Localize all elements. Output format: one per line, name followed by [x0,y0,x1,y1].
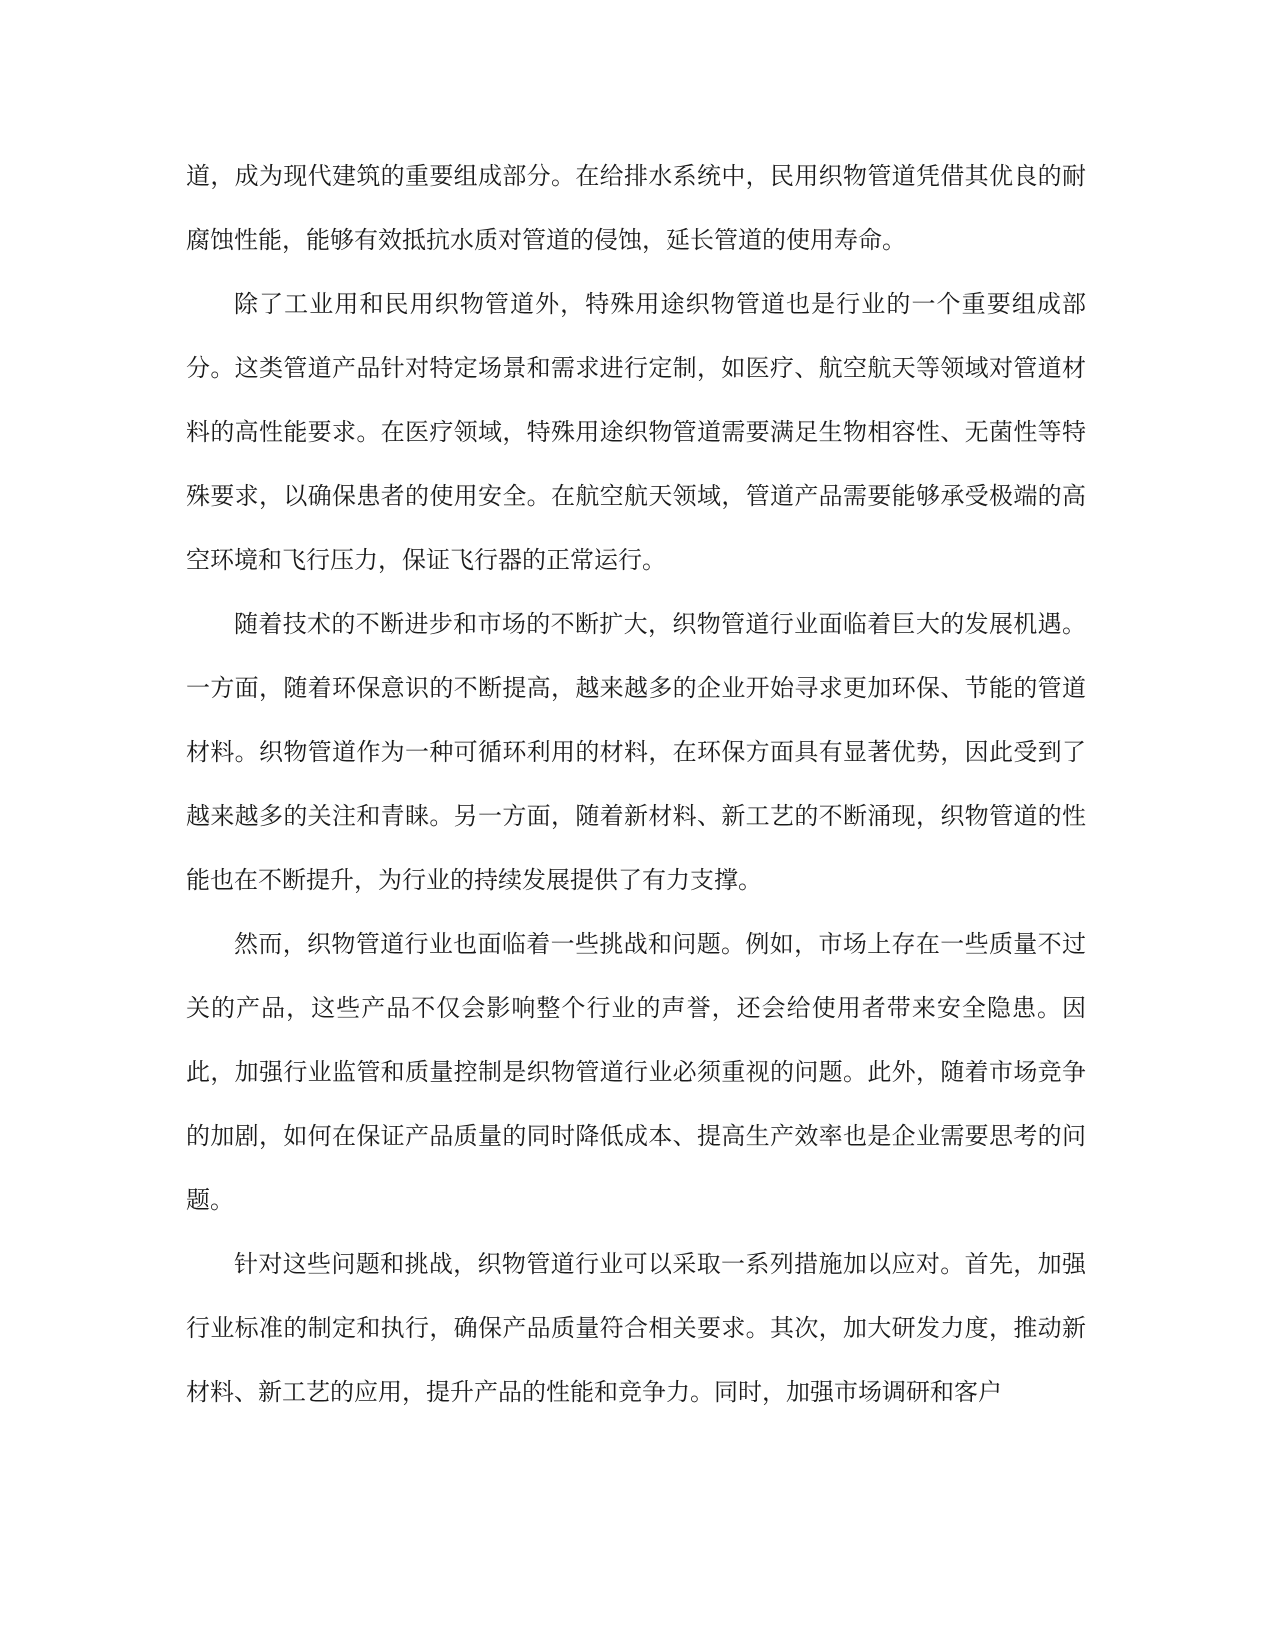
paragraph-1: 道，成为现代建筑的重要组成部分。在给排水系统中，民用织物管道凭借其优良的耐腐蚀性能，能够有效抵抗水质对管道的侵蚀，延长管道的使用寿命。 [186,162,1086,254]
body-text [186,144,1086,1424]
paragraph-3: 随着技术的不断进步和市场的不断扩大，织物管道行业面临着巨大的发展机遇。一方面，随着环保意识的不断提高，越来越多的企业开始寻求更加环保、节能的管道材料。织物管道作为一种可循环利用的材料，在环保方面具有显著优势，因此受到了越来越多的关注和青睐。另一方面，随着新材料、新工艺的不断涌现，织物管道的性能也在不断提升，为行业的持续发展提供了有力支撑。 [186,610,1086,894]
paragraph-5: 针对这些问题和挑战，织物管道行业可以采取一系列措施加以应对。首先，加强行业标准的制定和执行，确保产品质量符合相关要求。其次，加大研发力度，推动新材料、新工艺的应用，提升产品的性能和竞争力。同时，加强市场调研和客户 [186,1250,1086,1406]
paragraph-4: 然而，织物管道行业也面临着一些挑战和问题。例如，市场上存在一些质量不过关的产品，这些产品不仅会影响整个行业的声誉，还会给使用者带来安全隐患。因此，加强行业监管和质量控制是织物管道行业必须重视的问题。此外，随着市场竞争的加剧，如何在保证产品质量的同时降低成本、提高生产效率也是企业需要思考的问题。 [186,930,1086,1214]
paragraph-2: 除了工业用和民用织物管道外，特殊用途织物管道也是行业的一个重要组成部分。这类管道产品针对特定场景和需求进行定制，如医疗、航空航天等领域对管道材料的高性能要求。在医疗领域，特殊用途织物管道需要满足生物相容性、无菌性等特殊要求，以确保患者的使用安全。在航空航天领域，管道产品需要能够承受极端的高空环境和飞行压力，保证飞行器的正常运行。 [186,290,1086,574]
